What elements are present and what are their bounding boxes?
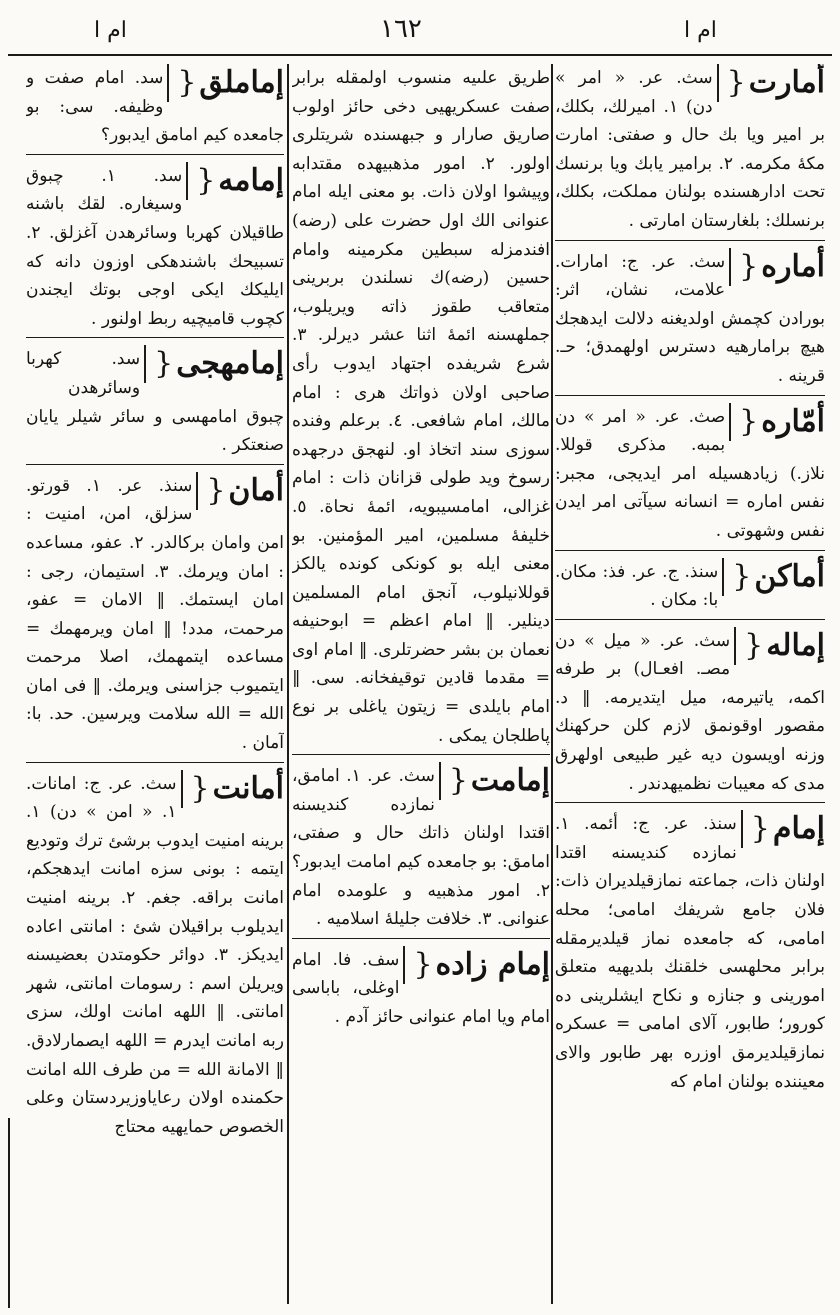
entry-headword: إمامهجى { (144, 345, 284, 383)
dictionary-entry (26, 64, 284, 155)
entry-headword: أمّاره { (729, 403, 825, 441)
dictionary-page (8, 8, 832, 1308)
dictionary-entry-continued (292, 64, 550, 755)
entry-definition: صث. عر. « امر » دن بمبه. مذكرى قوللا. نلاز.) زيادهسيله امر ايديجى، مجبر: نفس اماره = انسانه سيآتى امر ايدن نفس وشهوتى . (555, 406, 825, 541)
dictionary-entry (555, 810, 825, 1100)
entry-headword: أماره { (729, 248, 825, 286)
dictionary-entry (26, 472, 284, 763)
entry-definition: سث. عر. « امر » دن) ١. اميرلك، بكلك، بر امير ويا بك حال و صفتى: امارت مكهٔ مكرمه. ٢. برامير يابك ويا برنسك تحت ادارهسنده بولنان مملكت، بكلك، برنسلك: بلغارستان امارتى . (555, 68, 825, 231)
entry-headword: إمام { (741, 810, 825, 848)
entry-headword: إماملق { (167, 64, 284, 102)
entry-headword: إمام زاده { (403, 946, 550, 984)
entry-headword: أمان { (196, 472, 284, 510)
entry-headword: أمانت { (181, 770, 284, 808)
column-middle (292, 64, 550, 1304)
column-divider (287, 64, 289, 1304)
entry-definition: سنذ. ج. عر. فذ: مكان. با: مكان . (555, 561, 719, 611)
entry-headword: إماله { (734, 627, 825, 665)
dictionary-entry (555, 403, 825, 551)
page-number: ١٦٢ (380, 14, 422, 44)
dictionary-entry (292, 946, 550, 1036)
dictionary-entry (555, 248, 825, 396)
entry-headword: أمارت { (717, 64, 825, 102)
column-divider (551, 64, 553, 1304)
dictionary-entry (555, 627, 825, 804)
entry-definition: طريق علىيه منسوب اولمقله برابر صفت عسكريهيى دخى حائز اولوب صاريق صارار و جبهسنده شريتلرى اولور. ٢. امور مذهبيهده مقتدابه وپيشوا اولان ذات. بو معنى ايله امام عنوانى الك اول حضرت على (رضه) افندمزله سبطين مكرمينه وامام حسين (رضه)ك نسلندن بربرينى متعاقب طقوز ذاته ويريلوب، جملهسنه ائمهٔ اثنا عشر ديرلر. ٣. شرع شريفده اجتهاد ايدوب رأى صاحبى اولان ذواتك هرى : امام مالك، امام شافعى. ٤. برعلم وفنده سوزى سند اتخاذ او. لنهجق درجهده رسوخ ويد طولى قزانان ذات : امام غزالى، امامسيبويه، ائمهٔ نحاة. ٥. خليفهٔ مسلمين، امير المؤمنين. بو معنى ايله بو كونكى كونده يالكز قوللانيلوب، آنجق امام المسلمين دينلير. ‖ امام اعظم = ابوحنيفه نعمان بن بشر حضرتلرى. ‖ امام اوى = مقدما قادين توقيفخانه. سى. ‖ امام بايلدى = زيتون ياغلى بر نوع پاطلجان يمكى . (292, 68, 550, 746)
entry-definition: سث. عر. ج: امارات. علامت، نشان، اثر: بورادن كچمش اولديغنه دلالت ايدهجك هيچ برامارهيه دسترس اولهمدق؛ حـ. قرينه . (555, 251, 825, 386)
entry-definition: سد. امام صفت و وظيفه. سى: بو جامعده كيم امامق ايدبور؟ (26, 68, 284, 146)
column-left (26, 64, 284, 1304)
dictionary-entry (26, 162, 284, 339)
entry-definition: سد. كهربا وسائرهدن چبوق امامهسى و سائر شيلر يايان صنعتكر . (26, 349, 284, 456)
page-header (8, 8, 832, 56)
entry-definition: سد. ١. چبوق وسيغاره. لقك باشنه طاقيلان كهربا وسائرهدن آغزلق. ٢. تسبيحك باشندهكى اوزون دانه كه ايليكك ايكى اوجى بوتك ايجندن كچوب قاميچيه ربط اولنور . (26, 165, 284, 329)
entry-definition: سنذ. عر. ج: أئمه. ١. نمازده كنديسنه اقتدا اولنان ذات، جماعته نمازقيلديران ذات: فلان جامع شريفك امامى؛ محله امامى، كه جامعده نماز قيلديرمقله برابر محلهسى خلقنك بلديهيه متعلق امورينى و جنازه و نكاح ايشلرينى ده كورور؛ طابور، آلاى امامى = عسكره نمازقيلديرمق اوزره بهر طابور والاى معيننده بولنان امام كه (555, 814, 825, 1092)
entry-definition: سث. عر. « ميل » دن مصـ. افعـال) بر طرفه اكمه، ياتيرمه، ميل ايتديرمه. ‖ د. مقصور اوقونمق لازم كلن حركهنك وزنه اويسون ديه غير طبيعى اولهرق مدى كه معيبات نظميهدندر . (555, 630, 825, 794)
dictionary-entry (26, 345, 284, 464)
entry-headword: إمامه { (186, 162, 284, 200)
entry-definition: سنذ. عر. ١. قورتو. سزلق، امن، امنيت : امن وامان بركالدر. ٢. عفو، مساعده : امان ويرمك. ٣. استيمان، رجى : امان ايستمك. ‖ الامان = عفو، مرحمت، مدد! ‖ امان ويرمهمك = مساعده ايتمهمك، اصلا مرحمت ايتميوب جزاسنى ويرمك. ‖ فى امان الله = الله سلامت ويرسين. حد. با: آمان . (26, 475, 284, 754)
column-right (555, 64, 825, 1304)
header-guide-word-left: ام ا (94, 18, 127, 43)
entry-definition: سث. عر. ج: امانات. ١. « امن » دن) ١. برينه امنيت ايدوب برشئ ترك وتوديع ايتمه : بونى سزه امانت ايدهجكم، امانت براقه. جغم. ٢. برينه امنيت ايديلوب براقيلان شئ : امانتى اعاده ايديكز. ٣. دوائر حكومتدن بعضيسنه ويريلن اسم : رسومات امانتى، شهر امانتى. ‖ اللهه امانت اولك، سزى ربه امانت ايدرم = اللهه ايصمارلادق. ‖ الامانة الله = من طرف الله امانت حكمنده اولان رعاياوزيردستان وعلى الخصوص حمايهيه محتاج (26, 773, 284, 1137)
entry-definition: سف. فا. امام اوغلى، باباسى امام ويا امام عنوانى حائز آدم . (292, 949, 550, 1027)
entry-definition: سث. عر. ١. امامق، نمازده كنديسنه اقتدا اولنان ذاتك حال و صفتى، امامق: بو جامعده كيم امامت ايدبور؟ ٢. امور مذهبيه و علومده امام عنوانى. ٣. خلافت جليلهٔ اسلاميه . (292, 766, 550, 930)
dictionary-entry (555, 558, 825, 620)
header-guide-word-right: ام ا (684, 18, 717, 43)
page-edge-mark (8, 1118, 10, 1308)
dictionary-entry (26, 770, 284, 1146)
dictionary-entry (555, 64, 825, 241)
dictionary-entry (292, 762, 550, 939)
entry-headword: أماكن { (722, 558, 825, 596)
entry-headword: إمامت { (439, 762, 550, 800)
